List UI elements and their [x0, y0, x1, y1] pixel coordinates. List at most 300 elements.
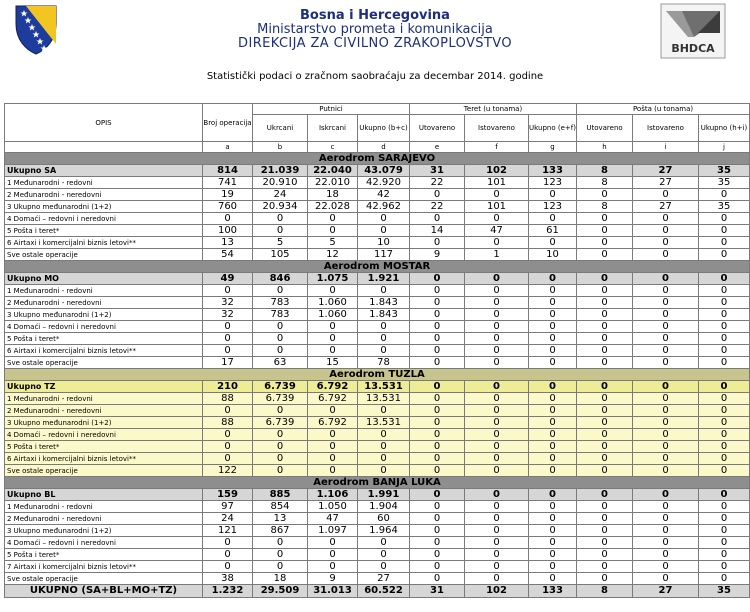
- value-cell: 0: [308, 213, 358, 225]
- value-cell: 0: [633, 525, 699, 537]
- value-cell: 0: [253, 285, 308, 297]
- value-cell: 105: [253, 249, 308, 261]
- value-cell: 42.920: [358, 177, 410, 189]
- value-cell: 1.964: [358, 525, 410, 537]
- value-cell: 0: [465, 537, 529, 549]
- value-cell: 0: [577, 549, 633, 561]
- value-cell: 0: [358, 561, 410, 573]
- value-cell: 0: [529, 525, 577, 537]
- value-cell: 12: [308, 249, 358, 261]
- value-cell: 0: [633, 357, 699, 369]
- value-cell: 0: [577, 393, 633, 405]
- table-row: [5, 249, 750, 261]
- row-label-cell: Ukupno TZ: [5, 381, 203, 393]
- value-cell: 102: [465, 165, 529, 177]
- letter-cell: h: [577, 142, 633, 153]
- value-cell: 20.934: [253, 201, 308, 213]
- value-cell: 0: [699, 525, 750, 537]
- value-cell: 0: [633, 393, 699, 405]
- table-row: [5, 537, 750, 549]
- value-cell: 0: [699, 405, 750, 417]
- value-cell: 27: [633, 177, 699, 189]
- value-cell: 8: [577, 177, 633, 189]
- value-cell: 0: [633, 321, 699, 333]
- value-cell: 0: [699, 309, 750, 321]
- value-cell: 0: [465, 453, 529, 465]
- table-row: [5, 237, 750, 249]
- value-cell: 0: [529, 381, 577, 393]
- section-title: Aerodrom BANJA LUKA: [5, 477, 750, 489]
- value-cell: 0: [633, 333, 699, 345]
- row-label-cell: 4 Domaći – redovni i neredovni: [5, 537, 203, 549]
- value-cell: 1.060: [308, 309, 358, 321]
- value-cell: 783: [253, 297, 308, 309]
- value-cell: 0: [410, 309, 465, 321]
- row-label-cell: 2 Međunarodni - neredovni: [5, 189, 203, 201]
- value-cell: 0: [699, 537, 750, 549]
- value-cell: 0: [699, 189, 750, 201]
- value-cell: 0: [529, 549, 577, 561]
- row-label-cell: 6 Airtaxi i komercijalni biznis letovi**: [5, 345, 203, 357]
- col-header-ukrcani: Ukrcani: [253, 115, 308, 142]
- value-cell: 0: [410, 213, 465, 225]
- value-cell: 35: [699, 201, 750, 213]
- value-cell: 0: [633, 501, 699, 513]
- value-cell: 0: [633, 309, 699, 321]
- table-row: [5, 357, 750, 369]
- value-cell: 0: [308, 537, 358, 549]
- row-label-cell: 3 Ukupno međunarodni (1+2): [5, 525, 203, 537]
- col-header-ukupno-bc: Ukupno (b+c): [358, 115, 410, 142]
- value-cell: 0: [529, 429, 577, 441]
- section-header-row: [5, 369, 750, 381]
- value-cell: 0: [633, 453, 699, 465]
- value-cell: 0: [358, 537, 410, 549]
- value-cell: 0: [633, 573, 699, 585]
- table-row: [5, 189, 750, 201]
- value-cell: 0: [253, 465, 308, 477]
- value-cell: 0: [308, 561, 358, 573]
- row-label-cell: 7 Airtaxi i komercijalni biznis letovi**: [5, 561, 203, 573]
- row-label-cell: 6 Airtaxi i komercijalni biznis letovi**: [5, 237, 203, 249]
- value-cell: 0: [577, 489, 633, 501]
- value-cell: 0: [465, 393, 529, 405]
- value-cell: 6.792: [308, 417, 358, 429]
- value-cell: 0: [577, 537, 633, 549]
- value-cell: 0: [577, 225, 633, 237]
- directorate-title: DIREKCIJA ZA CIVILNO ZRAKOPLOVSTVO: [238, 36, 512, 51]
- value-cell: 0: [358, 453, 410, 465]
- value-cell: 0: [410, 561, 465, 573]
- value-cell: 0: [529, 573, 577, 585]
- value-cell: 0: [253, 429, 308, 441]
- value-cell: 0: [633, 537, 699, 549]
- col-header-istovareno-posta: Istovareno: [633, 115, 699, 142]
- row-label-cell: 3 Ukupno međunarodni (1+2): [5, 201, 203, 213]
- value-cell: 0: [465, 237, 529, 249]
- value-cell: 20.910: [253, 177, 308, 189]
- row-label-cell: 2 Međunarodni - neredovni: [5, 513, 203, 525]
- value-cell: 0: [308, 405, 358, 417]
- value-cell: 0: [699, 285, 750, 297]
- value-cell: 0: [699, 273, 750, 285]
- value-cell: 0: [577, 417, 633, 429]
- value-cell: 101: [465, 201, 529, 213]
- value-cell: 0: [577, 345, 633, 357]
- value-cell: 0: [699, 501, 750, 513]
- value-cell: 0: [465, 297, 529, 309]
- value-cell: 0: [308, 453, 358, 465]
- value-cell: 846: [253, 273, 308, 285]
- value-cell: 0: [465, 465, 529, 477]
- value-cell: 0: [410, 189, 465, 201]
- table-row: [5, 441, 750, 453]
- value-cell: 0: [203, 549, 253, 561]
- value-cell: 0: [699, 465, 750, 477]
- row-label-cell: 1 Međunarodni - redovni: [5, 285, 203, 297]
- value-cell: 0: [203, 561, 253, 573]
- value-cell: 0: [633, 561, 699, 573]
- value-cell: 6.792: [308, 393, 358, 405]
- value-cell: 0: [410, 573, 465, 585]
- value-cell: 8: [577, 201, 633, 213]
- value-cell: 0: [577, 381, 633, 393]
- row-label-cell: 1 Međunarodni - redovni: [5, 501, 203, 513]
- value-cell: 0: [699, 549, 750, 561]
- value-cell: 0: [529, 465, 577, 477]
- value-cell: 32: [203, 309, 253, 321]
- value-cell: 38: [203, 573, 253, 585]
- value-cell: 0: [358, 465, 410, 477]
- row-label-cell: 2 Međunarodni - neredovni: [5, 405, 203, 417]
- table-row: [5, 465, 750, 477]
- value-cell: 0: [308, 285, 358, 297]
- value-cell: 19: [203, 189, 253, 201]
- col-group-posta: Pošta (u tonama): [577, 104, 750, 115]
- value-cell: 0: [577, 213, 633, 225]
- header-row-groups: [5, 104, 750, 115]
- value-cell: 0: [633, 405, 699, 417]
- value-cell: 47: [465, 225, 529, 237]
- value-cell: 0: [633, 381, 699, 393]
- document-header: [0, 0, 750, 62]
- value-cell: 13.531: [358, 381, 410, 393]
- value-cell: 0: [253, 321, 308, 333]
- value-cell: 60.522: [358, 585, 410, 598]
- letter-cell: j: [699, 142, 750, 153]
- value-cell: 0: [577, 309, 633, 321]
- ministry-title: Ministarstvo prometa i komunikacija: [257, 22, 493, 37]
- value-cell: 0: [465, 381, 529, 393]
- logo-text: BHDCA: [671, 42, 715, 55]
- value-cell: 0: [465, 549, 529, 561]
- value-cell: 0: [358, 225, 410, 237]
- value-cell: 5: [308, 237, 358, 249]
- value-cell: 35: [699, 165, 750, 177]
- table-row: [5, 561, 750, 573]
- value-cell: 854: [253, 501, 308, 513]
- value-cell: 0: [577, 429, 633, 441]
- row-label-cell: Sve ostale operacije: [5, 249, 203, 261]
- table-row: [5, 513, 750, 525]
- value-cell: 0: [465, 357, 529, 369]
- value-cell: 0: [410, 333, 465, 345]
- value-cell: 0: [358, 429, 410, 441]
- section-total-row: [5, 165, 750, 177]
- value-cell: 0: [529, 357, 577, 369]
- value-cell: 0: [529, 213, 577, 225]
- value-cell: 29.509: [253, 585, 308, 598]
- section-total-row: [5, 273, 750, 285]
- value-cell: 0: [577, 573, 633, 585]
- value-cell: 0: [253, 561, 308, 573]
- value-cell: 78: [358, 357, 410, 369]
- row-label-cell: 6 Airtaxi i komercijalni biznis letovi**: [5, 453, 203, 465]
- value-cell: 0: [577, 561, 633, 573]
- value-cell: 0: [699, 429, 750, 441]
- letter-cell: [5, 142, 203, 153]
- value-cell: 43.079: [358, 165, 410, 177]
- value-cell: 13.531: [358, 417, 410, 429]
- letter-cell: d: [358, 142, 410, 153]
- value-cell: 0: [577, 513, 633, 525]
- value-cell: 0: [529, 453, 577, 465]
- value-cell: 0: [699, 513, 750, 525]
- row-label-cell: 4 Domaći – redovni i neredovni: [5, 321, 203, 333]
- value-cell: 27: [358, 573, 410, 585]
- value-cell: 117: [358, 249, 410, 261]
- value-cell: 0: [253, 225, 308, 237]
- value-cell: 0: [410, 417, 465, 429]
- value-cell: 0: [308, 321, 358, 333]
- value-cell: 0: [358, 333, 410, 345]
- value-cell: 0: [308, 345, 358, 357]
- value-cell: 0: [308, 465, 358, 477]
- letter-cell: e: [410, 142, 465, 153]
- value-cell: 0: [577, 189, 633, 201]
- value-cell: 0: [465, 189, 529, 201]
- value-cell: 24: [203, 513, 253, 525]
- value-cell: 0: [577, 273, 633, 285]
- value-cell: 0: [633, 489, 699, 501]
- value-cell: 741: [203, 177, 253, 189]
- section-total-row: [5, 381, 750, 393]
- value-cell: 54: [203, 249, 253, 261]
- value-cell: 210: [203, 381, 253, 393]
- value-cell: 47: [308, 513, 358, 525]
- value-cell: 0: [699, 573, 750, 585]
- value-cell: 0: [308, 549, 358, 561]
- row-label-cell: 5 Pošta i teret*: [5, 225, 203, 237]
- table-row: [5, 429, 750, 441]
- value-cell: 32: [203, 297, 253, 309]
- value-cell: 0: [577, 333, 633, 345]
- row-label-cell: 1 Međunarodni - redovni: [5, 393, 203, 405]
- table-row: [5, 549, 750, 561]
- value-cell: 0: [465, 321, 529, 333]
- value-cell: 0: [529, 237, 577, 249]
- value-cell: 0: [410, 273, 465, 285]
- value-cell: 1: [465, 249, 529, 261]
- value-cell: 0: [203, 453, 253, 465]
- coat-of-arms-icon: [14, 4, 58, 56]
- table-row: [5, 225, 750, 237]
- value-cell: 0: [529, 417, 577, 429]
- value-cell: 31: [410, 585, 465, 598]
- value-cell: 0: [577, 321, 633, 333]
- value-cell: 0: [633, 285, 699, 297]
- table-row: [5, 321, 750, 333]
- value-cell: 0: [358, 549, 410, 561]
- value-cell: 35: [699, 177, 750, 189]
- value-cell: 88: [203, 417, 253, 429]
- value-cell: 1.921: [358, 273, 410, 285]
- section-title: Aerodrom TUZLA: [5, 369, 750, 381]
- col-header-ukupno-hi: Ukupno (h+i): [699, 115, 750, 142]
- value-cell: 0: [410, 357, 465, 369]
- value-cell: 0: [410, 537, 465, 549]
- value-cell: 0: [577, 249, 633, 261]
- value-cell: 867: [253, 525, 308, 537]
- col-header-ukupno-ef: Ukupno (e+f): [529, 115, 577, 142]
- value-cell: 0: [253, 213, 308, 225]
- value-cell: 1.904: [358, 501, 410, 513]
- col-group-teret: Teret (u tonama): [410, 104, 577, 115]
- value-cell: 0: [529, 501, 577, 513]
- value-cell: 133: [529, 585, 577, 598]
- value-cell: 123: [529, 177, 577, 189]
- value-cell: 0: [358, 441, 410, 453]
- section-title: Aerodrom SARAJEVO: [5, 153, 750, 165]
- value-cell: 42.962: [358, 201, 410, 213]
- value-cell: 0: [410, 297, 465, 309]
- value-cell: 0: [203, 345, 253, 357]
- value-cell: 123: [529, 201, 577, 213]
- value-cell: 0: [699, 297, 750, 309]
- value-cell: 0: [358, 285, 410, 297]
- value-cell: 13: [203, 237, 253, 249]
- header-row-letters: [5, 142, 750, 153]
- table-row: [5, 405, 750, 417]
- table-row: [5, 285, 750, 297]
- value-cell: 0: [577, 501, 633, 513]
- row-label-cell: Ukupno SA: [5, 165, 203, 177]
- value-cell: 0: [529, 309, 577, 321]
- value-cell: 0: [465, 525, 529, 537]
- col-header-istovareno: Istovareno: [465, 115, 529, 142]
- value-cell: 0: [633, 513, 699, 525]
- value-cell: 27: [633, 165, 699, 177]
- value-cell: 0: [465, 441, 529, 453]
- value-cell: 0: [633, 549, 699, 561]
- row-label-cell: 4 Domaći – redovni i neredovni: [5, 429, 203, 441]
- value-cell: 0: [203, 537, 253, 549]
- table-row: [5, 525, 750, 537]
- value-cell: 0: [465, 513, 529, 525]
- value-cell: 0: [529, 489, 577, 501]
- section-header-row: [5, 261, 750, 273]
- value-cell: 0: [410, 429, 465, 441]
- value-cell: 0: [529, 513, 577, 525]
- country-title: Bosna i Hercegovina: [300, 8, 450, 23]
- table-row: [5, 453, 750, 465]
- value-cell: 61: [529, 225, 577, 237]
- value-cell: 22: [410, 177, 465, 189]
- value-cell: 0: [410, 489, 465, 501]
- value-cell: 100: [203, 225, 253, 237]
- value-cell: 6.739: [253, 381, 308, 393]
- table-row: [5, 417, 750, 429]
- value-cell: 0: [358, 213, 410, 225]
- value-cell: 0: [203, 333, 253, 345]
- value-cell: 0: [410, 513, 465, 525]
- section-title: Aerodrom MOSTAR: [5, 261, 750, 273]
- value-cell: 0: [358, 321, 410, 333]
- table-row: [5, 297, 750, 309]
- value-cell: 0: [465, 333, 529, 345]
- traffic-statistics-table: [4, 103, 750, 598]
- value-cell: 0: [529, 333, 577, 345]
- value-cell: 0: [529, 189, 577, 201]
- value-cell: 0: [699, 321, 750, 333]
- value-cell: 27: [633, 585, 699, 598]
- value-cell: 6.792: [308, 381, 358, 393]
- value-cell: 0: [699, 417, 750, 429]
- value-cell: 1.060: [308, 297, 358, 309]
- bhdca-logo-icon: [660, 3, 726, 59]
- value-cell: 24: [253, 189, 308, 201]
- value-cell: 0: [633, 429, 699, 441]
- value-cell: 0: [529, 441, 577, 453]
- letter-cell: c: [308, 142, 358, 153]
- value-cell: 0: [465, 573, 529, 585]
- value-cell: 0: [308, 441, 358, 453]
- value-cell: 0: [633, 417, 699, 429]
- value-cell: 0: [308, 429, 358, 441]
- table-row: [5, 573, 750, 585]
- value-cell: 760: [203, 201, 253, 213]
- value-cell: 97: [203, 501, 253, 513]
- value-cell: 0: [577, 297, 633, 309]
- value-cell: 0: [633, 213, 699, 225]
- value-cell: 0: [253, 537, 308, 549]
- value-cell: 0: [577, 441, 633, 453]
- value-cell: 5: [253, 237, 308, 249]
- value-cell: 18: [253, 573, 308, 585]
- table-row: [5, 345, 750, 357]
- value-cell: 0: [465, 417, 529, 429]
- table-row: [5, 309, 750, 321]
- value-cell: 0: [633, 297, 699, 309]
- value-cell: 0: [465, 561, 529, 573]
- value-cell: 0: [410, 381, 465, 393]
- value-cell: 15: [308, 357, 358, 369]
- value-cell: 10: [529, 249, 577, 261]
- report-subtitle: Statistički podaci o zračnom saobraćaju za decembar 2014. godine: [206, 71, 544, 82]
- value-cell: 63: [253, 357, 308, 369]
- value-cell: 8: [577, 165, 633, 177]
- value-cell: 0: [577, 285, 633, 297]
- value-cell: 0: [699, 213, 750, 225]
- value-cell: 13.531: [358, 393, 410, 405]
- table-body: [5, 104, 750, 598]
- value-cell: 0: [699, 453, 750, 465]
- table-row: [5, 393, 750, 405]
- value-cell: 0: [465, 213, 529, 225]
- value-cell: 0: [465, 273, 529, 285]
- value-cell: 0: [633, 249, 699, 261]
- value-cell: 8: [577, 585, 633, 598]
